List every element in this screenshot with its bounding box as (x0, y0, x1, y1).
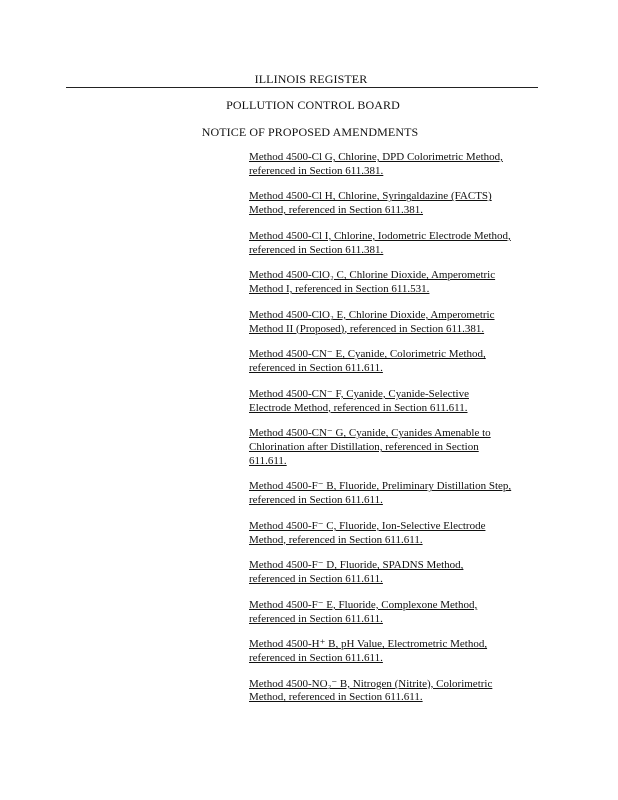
method-entry: Method 4500-CN⁻ F, Cyanide, Cyanide-Selective Electrode Method, referenced in Section 611.611. (249, 387, 469, 414)
method-list (249, 151, 549, 717)
board-title: POLLUTION CONTROL BOARD (226, 98, 400, 112)
method-entry: Method 4500-F⁻ B, Fluoride, Preliminary Distillation Step, referenced in Section 611.611. (249, 480, 512, 507)
method-entry: Method 4500-ClO₂ E, Chlorine Dioxide, Amperometric Method II (Proposed), referenced in Section 611.381. (249, 308, 495, 335)
method-entry: Method 4500-CN⁻ E, Cyanide, Colorimetric Method, referenced in Section 611.611. (249, 348, 486, 375)
method-entry: Method 4500-F⁻ C, Fluoride, Ion-Selective Electrode Method, referenced in Section 611.611. (249, 519, 486, 546)
method-entry: Method 4500-CN⁻ G, Cyanide, Cyanides Amenable to Chlorination after Distillation, referenced in Section 611.611. (249, 427, 491, 467)
header-rule (66, 87, 538, 88)
method-entry: Method 4500-Cl H, Chlorine, Syringaldazine (FACTS) Method, referenced in Section 611.381. (249, 190, 492, 217)
method-entry: Method 4500-NO₂⁻ B, Nitrogen (Nitrite), Colorimetric Method, referenced in Section 611.611. (249, 677, 493, 704)
method-entry: Method 4500-H⁺ B, pH Value, Electrometric Method, referenced in Section 611.611. (249, 638, 488, 664)
method-entry: Method 4500-Cl G, Chlorine, DPD Colorimetric Method, referenced in Section 611.381. (249, 151, 503, 177)
method-entry: Method 4500-Cl I, Chlorine, Iodometric Electrode Method, referenced in Section 611.381. (249, 229, 511, 256)
register-title: ILLINOIS REGISTER (254, 72, 368, 86)
notice-title: NOTICE OF PROPOSED AMENDMENTS (201, 125, 419, 139)
method-entry: Method 4500-F⁻ E, Fluoride, Complexone Method, referenced in Section 611.611. (249, 598, 478, 625)
method-entry: Method 4500-ClO₂ C, Chlorine Dioxide, Amperometric Method I, referenced in Section 611.531. (249, 269, 496, 296)
method-entry: Method 4500-F⁻ D, Fluoride, SPADNS Method, referenced in Section 611.611. (249, 559, 464, 586)
